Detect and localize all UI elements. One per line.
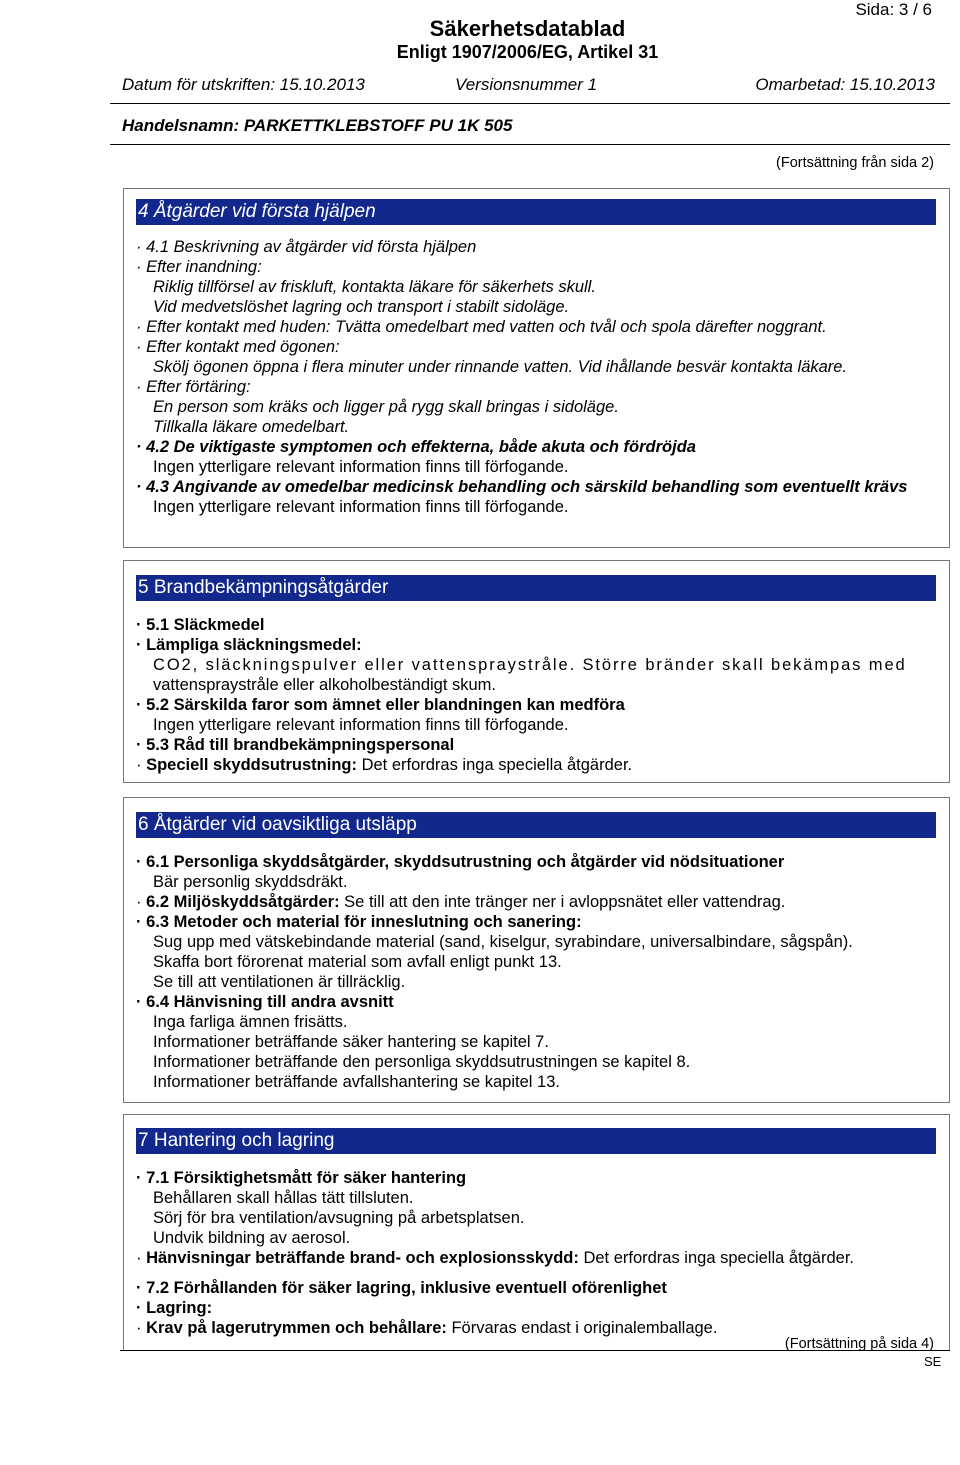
text-7-1-2: Sörj för bra ventilation/avsugning på arbetsplatsen. [153,1209,525,1227]
version-number: Versionsnummer 1 [455,75,598,94]
document-title: Säkerhetsdatablad [429,16,626,41]
heading-6-2: 6.2 Miljöskyddsåtgärder: [146,893,340,911]
inhalation-label: Efter inandning: [146,258,262,276]
heading-6-4: 6.4 Hänvisning till andra avsnitt [146,993,394,1011]
protective-equipment-text: Det erfordras inga speciella åtgärder. [361,756,633,774]
section-4 [123,188,950,548]
document-subtitle: Enligt 1907/2006/EG, Artikel 31 [396,42,659,62]
extinguishing-text-2: vattenspraystråle eller alkoholbeständigt skum. [153,676,497,694]
skin-label: Efter kontakt med huden: [146,318,331,336]
section-6 [123,797,950,1103]
storage-requirements-text: Förvaras endast i originalemballage. [451,1319,718,1337]
heading-4-2: 4.2 De viktigaste symptomen och effekterna, både akuta och fördröjda [146,438,696,456]
header-rule [110,103,950,104]
heading-7-1: 7.1 Försiktighetsmått för säker hantering [146,1169,467,1187]
text-4-2: Ingen ytterligare relevant information finns till förfogande. [153,458,569,476]
text-7-1-1: Behållaren skall hållas tätt tillsluten. [153,1189,414,1207]
extinguishing-label: Lämpliga släckningsmedel: [146,636,362,654]
extinguishing-text-1: CO2, släckningspulver eller vattenspraystråle. Större bränder skall bekämpas med [153,656,907,674]
section-4-content: · 4.1 Beskrivning av åtgärder vid första hjälpen · Efter inandning: Riklig tillförsel av friskluft, kontakta läkare för säkerhets skull. Vid medvetslöshet lagring och transport i stabilt sidoläge. · Efter kontakt med huden: Tvätta omedelbart med vatten och tvål och spola därefter noggrant. · Efter kontakt med ögonen: Skölj ögonen öppna i flera minuter under rinnande vatten. Vid ihållande besvär kontakta läkare. · Efter förtäring: En person som kräks och ligger på rygg skall bringas i sidoläge. Tillkalla läkare omedelbart. · 4.2 De viktigaste symptomen och effekterna, både akuta och fördröjda Ingen ytterligare relevant information finns till förfogande. · 4.3 Angivande av omedelbar medicinsk behandling och särskild behandling som eventuellt krävs Ingen ytterligare relevant information finns till förfogande. [136,237,941,517]
section-5 [123,560,950,783]
fire-protection-text: Det erfordras inga speciella åtgärder. [583,1249,855,1267]
text-6-1: Bär personlig skyddsdräkt. [153,873,348,891]
eye-label: Efter kontakt med ögonen: [146,338,340,356]
storage-label: Lagring: [146,1299,213,1317]
text-6-2: Se till att den inte tränger ner i avloppsnätet eller vattendrag. [344,893,786,911]
text-7-1-3: Undvik bildning av aerosol. [153,1229,351,1247]
text-6-3-3: Se till att ventilationen är tillräcklig. [153,973,406,991]
protective-equipment-label: Speciell skyddsutrustning: [146,756,357,774]
heading-5-2: 5.2 Särskilda faror som ämnet eller blandningen kan medföra [146,696,625,714]
heading-7-2: 7.2 Förhållanden för säker lagring, inklusive eventuell oförenlighet [146,1279,667,1297]
text-5-2: Ingen ytterligare relevant information finns till förfogande. [153,716,569,734]
section-7-banner: 7 Hantering och lagring [136,1128,936,1154]
text-6-4-4: Informationer beträffande avfallshantering se kapitel 13. [153,1073,560,1091]
ingestion-label: Efter förtäring: [146,378,251,396]
section-7 [123,1114,950,1350]
print-date: Datum för utskriften: 15.10.2013 [122,75,365,94]
heading-4-3: 4.3 Angivande av omedelbar medicinsk behandling och särskild behandling som eventuellt krävs [146,478,908,496]
inhalation-text-2: Vid medvetslöshet lagring och transport i stabilt sidoläge. [153,298,570,316]
heading-6-1: 6.1 Personliga skyddsåtgärder, skyddsutrustning och åtgärder vid nödsituationer [146,853,785,871]
section-6-content: · 6.1 Personliga skyddsåtgärder, skyddsutrustning och åtgärder vid nödsituationer Bär personlig skyddsdräkt. · 6.2 Miljöskyddsåtgärder: Se till att den inte tränger ner i avloppsnätet eller vattendrag. · 6.3 Metoder och material för inneslutning och sanering: Sug upp med vätskebindande material (sand, kiselgur, syrabindare, universalbindare, sågspån). Skaffa bort förorenat material som avfall enligt punkt 13. Se till att ventilationen är tillräcklig. · 6.4 Hänvisning till andra avsnitt Inga farliga ämnen frisätts. Informationer beträffande säker hantering se kapitel 7. Informationer beträffande den personliga skyddsutrustningen se kapitel 8. Informationer beträffande avfallshantering se kapitel 13. [136,852,941,1092]
storage-requirements-label: Krav på lagerutrymmen och behållare: [146,1319,447,1337]
text-4-3: Ingen ytterligare relevant information finns till förfogande. [153,498,569,516]
heading-5-3: 5.3 Råd till brandbekämpningspersonal [146,736,455,754]
trade-rule [110,144,950,145]
heading-4-1: 4.1 Beskrivning av åtgärder vid första hjälpen [146,238,477,256]
ingestion-text-1: En person som kräks och ligger på rygg skall bringas i sidoläge. [153,398,619,416]
heading-6-3: 6.3 Metoder och material för inneslutning och sanering: [146,913,582,931]
heading-5-1: 5.1 Släckmedel [146,616,265,634]
trade-name: Handelsnamn: PARKETTKLEBSTOFF PU 1K 505 [122,116,513,135]
skin-text: Tvätta omedelbart med vatten och tvål och spola därefter noggrant. [335,318,827,336]
text-6-3-2: Skaffa bort förorenat material som avfall enligt punkt 13. [153,953,562,971]
revised-date: Omarbetad: 15.10.2013 [755,75,935,94]
fire-protection-label: Hänvisningar beträffande brand- och explosionsskydd: [146,1249,579,1267]
ingestion-text-2: Tillkalla läkare omedelbart. [153,418,350,436]
section-7-content: · 7.1 Försiktighetsmått för säker hantering Behållaren skall hållas tätt tillsluten. Sörj för bra ventilation/avsugning på arbetsplatsen. Undvik bildning av aerosol. · Hänvisningar beträffande brand- och explosionsskydd: Det erfordras inga speciella åtgärder. · 7.2 Förhållanden för säker lagring, inklusive eventuell oförenlighet · Lagring: · Krav på lagerutrymmen och behållare: Förvaras endast i originalemballage. [136,1168,941,1338]
text-6-3-1: Sug upp med vätskebindande material (sand, kiselgur, syrabindare, universalbindare, sågspån). [153,933,853,951]
text-6-4-2: Informationer beträffande säker hantering se kapitel 7. [153,1033,549,1051]
continued-to: (Fortsättning på sida 4) [784,1336,934,1352]
text-6-4-1: Inga farliga ämnen frisätts. [153,1013,348,1031]
inhalation-text-1: Riklig tillförsel av friskluft, kontakta läkare för säkerhets skull. [153,278,596,296]
footer-rule [120,1350,950,1351]
eye-text: Skölj ögonen öppna i flera minuter under rinnande vatten. Vid ihållande besvär kontakta läkare. [153,358,848,376]
text-6-4-3: Informationer beträffande den personliga skyddsutrustningen se kapitel 8. [153,1053,691,1071]
continued-from: (Fortsättning från sida 2) [776,155,934,171]
section-5-content: · 5.1 Släckmedel · Lämpliga släckningsmedel: CO2, släckningspulver eller vattenspraystråle. Större bränder skall bekämpas med vattenspraystråle eller alkoholbeständigt skum. · 5.2 Särskilda faror som ämnet eller blandningen kan medföra Ingen ytterligare relevant information finns till förfogande. · 5.3 Råd till brandbekämpningspersonal · Speciell skyddsutrustning: Det erfordras inga speciella åtgärder. [136,615,941,775]
section-4-banner: 4 Åtgärder vid första hjälpen [136,199,936,225]
section-5-banner: 5 Brandbekämpningsåtgärder [136,575,936,601]
section-6-banner: 6 Åtgärder vid oavsiktliga utsläpp [136,812,936,838]
page-number: Sida: 3 / 6 [855,0,932,19]
country-code: SE [924,1354,942,1369]
